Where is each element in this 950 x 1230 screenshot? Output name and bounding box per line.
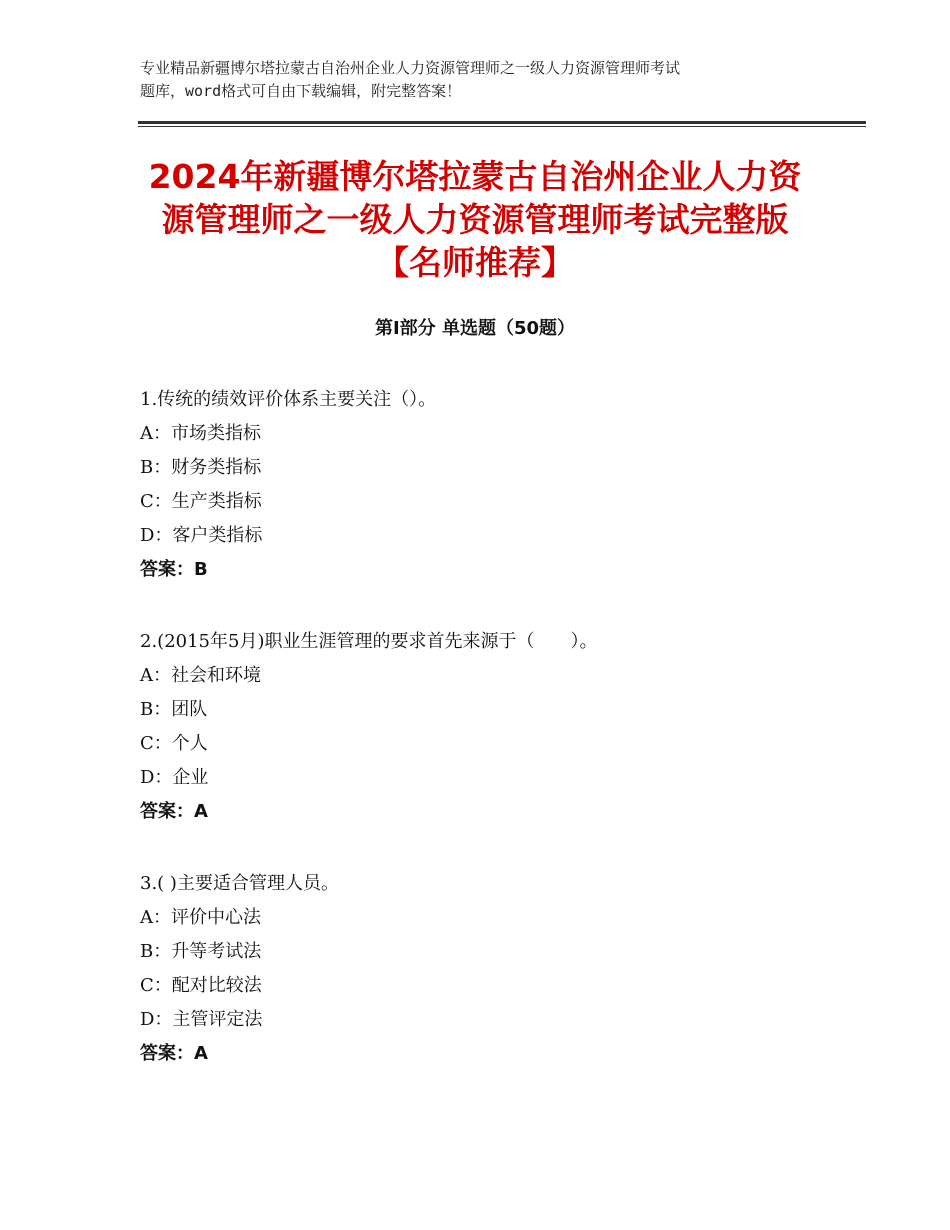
option-d: D：客户类指标: [140, 525, 263, 546]
header-divider-thin: [138, 126, 866, 127]
option-b: B：财务类指标: [140, 457, 262, 478]
question-2: [140, 625, 860, 829]
option-a: A：市场类指标: [140, 423, 261, 444]
option-a: A：评价中心法: [140, 907, 261, 928]
option-a: A：社会和环境: [140, 665, 261, 686]
title-line-2: 源管理师之一级人力资源管理师考试完整版: [161, 200, 789, 239]
answer: 答案：A: [140, 1043, 208, 1064]
question-stem: 2.(2015年5月)职业生涯管理的要求首先来源于（ ）。: [140, 631, 598, 652]
header-note-line-2: 题库，word格式可自由下载编辑，附完整答案！: [140, 82, 462, 100]
header-note: [140, 57, 840, 103]
section-heading: 第Ⅰ部分 单选题（50题）: [374, 318, 575, 339]
question-1: [140, 383, 860, 587]
option-d: D：企业: [140, 767, 209, 788]
answer: 答案：B: [140, 559, 208, 580]
header-divider-thick: [138, 121, 866, 124]
question-list: [140, 383, 860, 1109]
document-title: [120, 155, 830, 284]
option-b: B：升等考试法: [140, 941, 262, 962]
option-d: D：主管评定法: [140, 1009, 263, 1030]
question-stem: 1.传统的绩效评价体系主要关注（）。: [140, 389, 437, 410]
option-b: B：团队: [140, 699, 208, 720]
option-c: C：配对比较法: [140, 975, 262, 996]
question-3: [140, 867, 860, 1071]
option-c: C：个人: [140, 733, 208, 754]
title-line-3: 【名师推荐】: [376, 243, 574, 282]
option-c: C：生产类指标: [140, 491, 262, 512]
answer: 答案：A: [140, 801, 208, 822]
question-stem: 3.( )主要适合管理人员。: [140, 873, 339, 894]
header-note-line-1: 专业精品新疆博尔塔拉蒙古自治州企业人力资源管理师之一级人力资源管理师考试: [140, 59, 681, 77]
title-line-1: 2024年新疆博尔塔拉蒙古自治州企业人力资: [148, 157, 802, 196]
